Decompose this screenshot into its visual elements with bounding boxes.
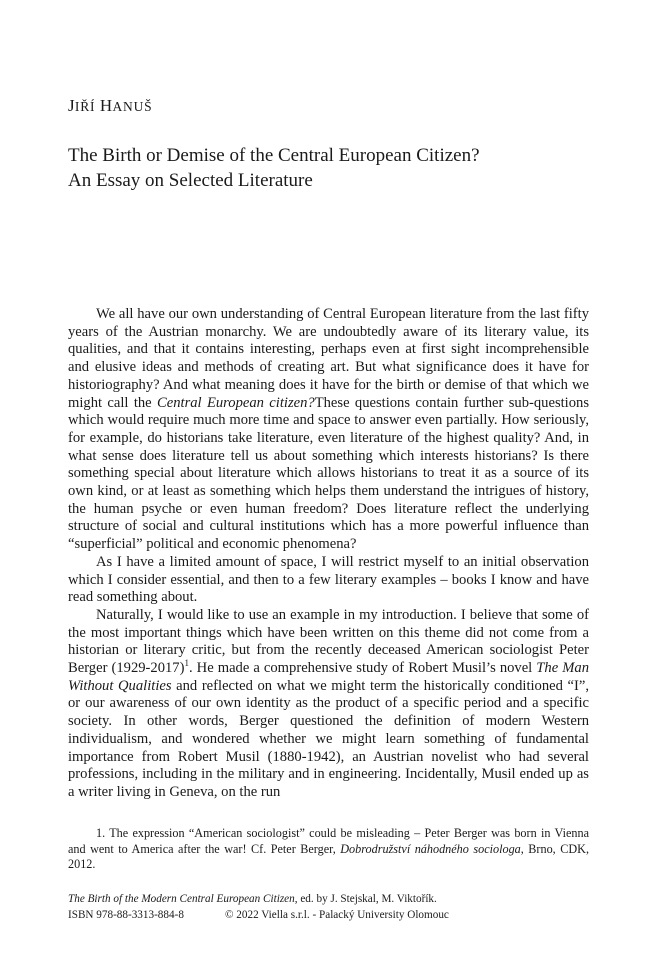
author-first-initial: J xyxy=(68,96,75,115)
footnote-1 xyxy=(68,826,589,873)
footnote-italic: Dobrodružství náhodného sociologa xyxy=(340,841,521,856)
isbn-line xyxy=(68,907,608,923)
isbn: ISBN 978-88-3313-884-8 xyxy=(68,909,184,921)
citation-line xyxy=(68,891,608,907)
author-first-rest: IŘÍ xyxy=(74,99,96,114)
page-footer xyxy=(68,891,608,923)
footnote-text-a: 1. The expression “American sociologist” could be misleading – Peter Berger was born in Vienna and went to America after the war! Cf. Peter Berger, xyxy=(68,826,589,856)
book-editors: , ed. by J. Stejskal, M. Viktořík. xyxy=(294,893,437,905)
paragraph-3 xyxy=(68,607,589,802)
essay-title xyxy=(68,143,608,193)
paragraph-3-text-c: and reflected on what we might term the historically conditioned “I”, or our awareness of our own identity as the product of a specific period and a specific society. In other words, Berger questioned the definition of modern Western individualism, and wondered whether we might learn something of fundamental importance from Robert Musil (1880-1942), an Austrian novelist who had several professions, including in the military and in engineering. Incidentally, Musil ended up as a writer living in Geneva, on the run xyxy=(68,677,589,800)
paragraph-2: As I have a limited amount of space, I will restrict myself to an initial observation which I consider essential, and then to a few literary examples – books I know and have read something about. xyxy=(68,553,589,606)
footnote-marker: 1 xyxy=(184,658,189,669)
footnote-text-b: , Brno, CDK, 2012. xyxy=(68,841,589,871)
book-title: The Birth of the Modern Central European Citizen xyxy=(68,893,295,905)
title-line-1: The Birth or Demise of the Central European Citizen? xyxy=(68,145,480,166)
author-last-rest: ANUŠ xyxy=(112,99,153,114)
copyright: © 2022 Viella s.r.l. - Palacký University Olomouc xyxy=(225,909,449,921)
paragraph-1-italic: Central European citizen? xyxy=(157,394,315,411)
paragraph-3-text-a: Naturally, I would like to use an example in my introduction. I believe that some of the most important things which have been written on this theme did not come from a historian or literary critic, but from the recently deceased American sociologist Peter Berger (1929-2017) xyxy=(68,606,589,677)
title-line-2: An Essay on Selected Literature xyxy=(68,170,313,191)
paragraph-3-italic: The Man Without Qualities xyxy=(68,660,589,694)
paragraph-1-text-b: These questions contain further sub-questions which would require much more time and space to answer even partially. How seriously, for example, do historians take literature, even literature of the highest quality? And, in what sense does literature tell us about something which interests historians? Is there something special about literature which allows historians to treat it as a source of its own kind, or at least as something which helps them understand the intrigues of history, the human psyche or even human freedom? Does literature reflect the underlying structure of social and cultural institutions which has a more powerful influence than “superficial” political and economic phenomena? xyxy=(68,394,589,553)
author-last-initial: H xyxy=(99,96,113,115)
author-name xyxy=(68,96,152,116)
body-text xyxy=(68,306,589,802)
paragraph-1 xyxy=(68,306,589,554)
footnote xyxy=(68,826,589,873)
paragraph-1-text-a: We all have our own understanding of Central European literature from the last fifty years of the Austrian monarchy. We are undoubtedly aware of its literary value, its qualities, and that it contains interesting, perhaps even at first sight incomprehensible and elusive ideas and methods of creating art. But what significance does it have for historiography? And what meaning does it have for the birth or demise of that which we might call the xyxy=(68,306,589,411)
paragraph-3-text-b: . He made a comprehensive study of Robert Musil’s novel xyxy=(188,660,537,677)
